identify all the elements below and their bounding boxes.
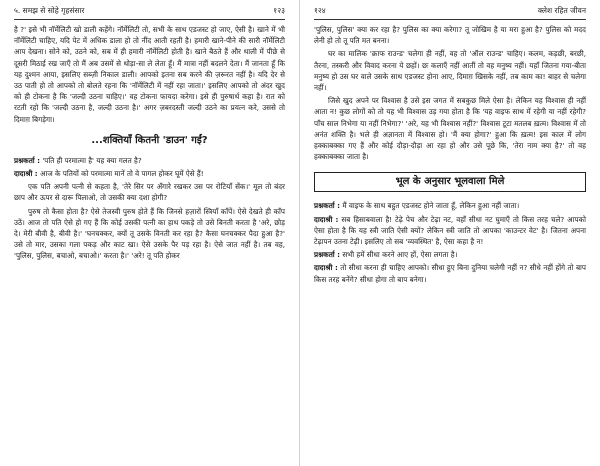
left-paragraph: है ?' इसे भी नॉर्मेलिटी खो डाली कहेंगे। नॉर्मेलिटी तो, सभी के साथ एडजस्ट हो जाए, ऐसी है। खाने में भी नॉर्मेलिटी चाहिए, यदि पेट में अधिक डाला हो तो नींद आती रहती है। हमारी खाने-पीने की सारी नॉर्मेलिटी आप देखना। सोने को, उठने को, सब में ही हमारी नॉर्मेलिटी होती है। खाने बैठते हैं और थाली में पीछे से दूसरी मिठाई रख जाएँ तो मैं अब उसमें से थोड़ा-सा ले लेता हूँ। मैं मात्रा नहीं बदलने देता। मैं जानता हूँ कि यह दुश्मन आया, इसलिए सब्ज़ी निकाल डाली। आपको इतना सब करने की ज़रूरत नहीं है। यदि देर से उठ पाती हो तो आपको तो बोलते रहना कि 'नॉर्मेलिटी में नहीं रहा जाता।' इसलिए आपको तो अंदर खुद को ही टोकना है कि 'जल्दी उठना चाहिए।' वह टोकना फायदा करेगा। इसे ही पुरुषार्थ कहा है। रात को रटती रहो कि 'जल्दी उठना है, जल्दी उठना है।' अगर ज़बरदस्ती जल्दी उठने का प्रयत्न करे, उससे तो दिमाग़ बिगड़ेगा।	[14, 25, 285, 124]
right-page-header	[314, 6, 586, 20]
left-section-heading: ...शक्तियाँ कितनी 'डाउन' गईं?	[91, 134, 208, 146]
qa-speaker: प्रश्नकर्ता :	[314, 250, 341, 260]
right-qa-item	[314, 249, 586, 260]
qa-speaker: दादाश्री :	[314, 263, 338, 273]
left-tail-paragraph: एक पति अपनी पत्नी से कहता है, 'तेरे सिर पर अँगारे रखकर उस पर रोटियाँ सेंक।' मूल तो बंदर छाप और ऊपर से दारू पिलाओ, तो उसकी क्या दशा होगी?	[14, 182, 285, 203]
qa-speaker: प्रश्नकर्ता :	[314, 201, 341, 211]
left-page-body	[14, 24, 285, 262]
left-header-title: ५. समझ से सोहे गृहसंसार	[14, 6, 85, 15]
right-page-number: १२४	[314, 6, 326, 15]
right-qa-item	[314, 214, 586, 248]
left-page-header	[14, 6, 285, 20]
right-paragraph: 'पुलिस, पुलिस' क्या कर रहा है? पुलिस का क्या करेगा? तू जोखिम है या मरा हुआ है? पुलिस को मदद लेनी हो तो तू पति मत बनना।	[314, 25, 586, 46]
right-page	[300, 0, 600, 466]
qa-text: सब हिसाबवाला है! टेढ़े पेच और टेढ़ा नट, वहाँ सीधा नट घुमाएँ तो किस तरह चले? आपको ऐसा होता है कि यह स्त्री जाति ऐसी क्यों? लेकिन स्त्री जाति तो आपका 'काउन्टर वेट' है। जितना अपना टेढ़ापन उतना टेढ़ी। इसलिए तो सब 'व्यवस्थित' है, ऐसा कहा है न!	[314, 214, 586, 247]
right-page-body	[314, 24, 586, 285]
qa-speaker: प्रश्नकर्ता :	[14, 155, 41, 165]
qa-text: 'पति ही परमात्मा है' यह क्या गलत है?	[42, 155, 142, 165]
qa-text: तो सीधा करना ही चाहिए आपको। सीधा हुए बिना दुनिया चलेगी नहीं न? सीधे नहीं होंगे तो बाप किस तरह बनेंगे? सीधा होगा तो बाप बनेगा।	[314, 263, 586, 284]
right-qa-item	[314, 200, 586, 211]
qa-text: मैं वाइफ के साथ बहुत एडजस्ट होने जाता हूँ, लेकिन हुआ नहीं जाता।	[342, 201, 520, 211]
right-qa-item	[314, 262, 586, 284]
right-paragraph: घर का मालिक 'क्राफ राउन्ड' चलेगा ही नहीं, वह तो 'ऑल राउन्ड' चाहिए। कलम, कड़छी, बरछी, तैरना, तस्करी और विवाद करना ये छहों। छः कलाएँ नहीं आतीं तो वह मनुष्य नहीं। यहाँ जितना गया-बीता मनुष्य हो उस घर वाले उसके साथ एडजस्ट होना आए, दिमाग़ खिसके नहीं, तब काम का! बाहर से चलेगा नहीं।	[314, 49, 586, 93]
qa-speaker: दादाश्री :	[14, 169, 38, 179]
left-tail-paragraph: पुरुष तो कैसा होता है? ऐसे तेजस्वी पुरुष होते हैं कि जिनसे हज़ारों स्त्रियाँ काँपें। ऐसे देखते ही काँप उठें। आज तो पति ऐसे हो गए हैं कि कोई उसकी पत्नी का हाथ पकड़े तो उसे बिनती करता है 'अरे, छोड़ दे। मेरी बीवी है, बीवी है।' 'घनचक्कर, क्यों तू उसके विनती कर रहा है? कैसा घनचक्कर पैदा हुआ है?' उसे तो मार, उसका गला पकड़ और काट खा। ऐसे उसके पैर पड़ रहा है। ऐसे जात नहीं है। तब वह, 'पुलिस, पुलिस, बचाओ, बचाओ।' करता है।' 'अरे! तू पति होकर	[14, 206, 285, 261]
left-qa-item	[14, 168, 285, 179]
left-qa-item	[14, 155, 285, 166]
qa-text: सभी हमें सीधा करने आए हों, ऐसा लगता है।	[342, 250, 458, 260]
qa-speaker: दादाश्री :	[314, 214, 339, 224]
qa-text: आज के पतियों को परमात्मा मानें तो वे पागल होकर घूमें ऐसे हैं!	[39, 169, 204, 179]
right-paragraph: जिसे खुद अपने पर विश्वास है उसे इस जगत में सबकुछ मिले ऐसा है। लेकिन यह विश्वास ही नहीं आता न! कुछ लोगों को तो यह भी विश्वास उड़ गया होता है कि 'यह वाइफ साथ में रहेगी या नहीं रहेगी? पाँच साल निभेगा या नहीं निभेगा?' 'अरे, यह भी विश्वास नहीं?' विश्वास टूटा मतलब ख़त्म। विश्वास में तो अनंत शक्ति है। भले ही अज्ञानता में विश्वास हो। 'मैं क्या होगा?' हुआ कि ख़त्म! इस काल में लोग हक्काबक्का गए हैं और कोई दौड़ा-दौड़ा आ रहा हो और उसे पूछे कि, 'तेरा नाम क्या है?' तो वह हक्काबक्का जाता है।	[314, 96, 586, 162]
left-page-number: १२३	[273, 6, 285, 15]
right-section-heading: भूल के अनुसार भूलवाला मिले	[314, 172, 586, 192]
right-header-title: क्लेश रहित जीवन	[537, 6, 586, 15]
